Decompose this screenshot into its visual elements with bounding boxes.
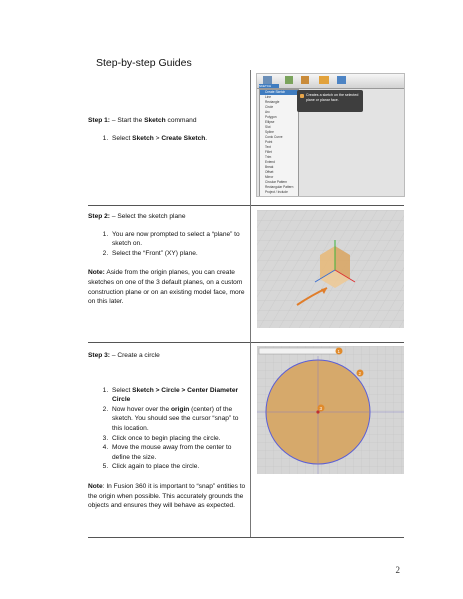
menu-item[interactable]: Offset xyxy=(265,170,274,174)
step2-heading xyxy=(88,212,248,222)
bold: Sketch xyxy=(132,134,154,142)
note-label: Note: xyxy=(88,269,105,277)
sketch-canvas xyxy=(257,346,404,474)
menu-item[interactable]: Circular Pattern xyxy=(265,180,288,184)
step3-heading xyxy=(88,351,248,361)
list-item: 5. Click again to place the circle. xyxy=(110,462,248,472)
list-item: 3. Click once to begin placing the circle. xyxy=(110,434,248,444)
step1-heading-bold: Sketch xyxy=(144,117,166,124)
bold: origin xyxy=(171,405,190,413)
toolbar-icon xyxy=(319,76,329,84)
note-text: : In Fusion 360 it is important to “snap” entities to the origin when possible. This accurately grounds the objects and ensures they will behave as expected. xyxy=(88,482,246,510)
step3-list xyxy=(88,386,248,472)
divider xyxy=(88,205,404,206)
menu-item[interactable]: Spline xyxy=(265,130,274,134)
step2-label: Step 2: xyxy=(88,213,110,220)
list-item xyxy=(110,405,248,434)
step2-list xyxy=(88,230,248,259)
sketch-tab[interactable]: SKETCH xyxy=(259,84,279,88)
page-number: 2 xyxy=(395,565,400,575)
step2-heading-text: – Select the sketch plane xyxy=(109,213,186,220)
step2-note xyxy=(88,268,248,306)
menu-item[interactable]: Ellipse xyxy=(265,120,275,124)
list-item xyxy=(110,386,248,405)
divider xyxy=(88,537,404,538)
step2-screenshot xyxy=(257,210,404,328)
column-divider xyxy=(250,70,251,537)
step1-screenshot xyxy=(256,73,405,197)
page-title: Step-by-step Guides xyxy=(96,57,192,69)
menu-item[interactable]: Create Sketch xyxy=(260,90,298,95)
text: Select xyxy=(112,134,133,142)
text: (center) of the sketch. You should see the cursor “snap” to this location. xyxy=(112,405,239,432)
list-item: 1. You are now prompted to select a “plane” to sketch on. xyxy=(110,230,248,249)
menu-item[interactable]: Break xyxy=(265,165,274,169)
tooltip xyxy=(297,90,363,112)
menu-item[interactable]: Point xyxy=(265,140,273,144)
menu-item[interactable]: Extend xyxy=(265,160,275,164)
badge-label: 2 xyxy=(358,371,362,376)
menu-list xyxy=(260,90,298,195)
menu-item[interactable]: Text xyxy=(265,145,271,149)
divider xyxy=(88,342,404,343)
menu-item[interactable]: Slot xyxy=(265,125,271,129)
step1-text xyxy=(88,116,248,143)
toolbar-icon xyxy=(263,76,272,84)
menu-item[interactable]: Arc xyxy=(265,110,270,114)
step3-note xyxy=(88,482,248,511)
tooltip-icon xyxy=(300,94,304,98)
menu-item[interactable]: Rectangle xyxy=(265,100,280,104)
toolbar xyxy=(257,74,404,89)
bold: Sketch > Circle > Center Diameter Circle xyxy=(112,386,239,404)
text: Now hover over the xyxy=(112,405,172,413)
step1-heading-suffix: command xyxy=(165,117,197,124)
step1-heading xyxy=(88,116,248,126)
step1-heading-text: – Start the xyxy=(109,117,145,124)
sketch-menu xyxy=(259,89,299,197)
text: > xyxy=(153,134,162,142)
menu-item[interactable]: Conic Curve xyxy=(265,135,283,139)
menu-item[interactable]: Circle xyxy=(265,105,274,109)
menu-item[interactable]: Line xyxy=(265,95,272,99)
menu-item[interactable]: Polygon xyxy=(265,115,277,119)
menu-item[interactable]: Fillet xyxy=(265,150,272,154)
toolbar-icon xyxy=(285,76,293,84)
step3-heading-text: – Create a circle xyxy=(109,352,160,359)
text: . xyxy=(205,134,208,142)
note-label: Note xyxy=(88,482,103,490)
bold: Create Sketch xyxy=(161,134,206,142)
list-item: 2. Select the “Front” (XY) plane. xyxy=(110,249,248,259)
menu-item[interactable]: Trim xyxy=(265,155,272,159)
toolbar-icon xyxy=(337,76,346,84)
menu-item[interactable]: Project / Include xyxy=(265,190,288,194)
note-text: Aside from the origin planes, you can create sketches on one of the 3 default planes, on a custom construction plane or on an existing model face, more on this later. xyxy=(88,269,245,306)
menu-item[interactable]: Rectangular Pattern xyxy=(265,185,294,189)
step3-screenshot xyxy=(257,346,404,474)
badge-label: 3 xyxy=(319,406,323,411)
viewport-grid xyxy=(257,210,404,328)
badge-label: 1 xyxy=(337,349,341,354)
tooltip-text: Creates a sketch on the selected plane or planar face. xyxy=(306,93,359,102)
text: Select xyxy=(112,386,133,394)
toolbar-icon xyxy=(301,76,309,84)
list-item xyxy=(110,134,248,144)
step3-label: Step 3: xyxy=(88,352,110,359)
step2-text xyxy=(88,212,248,307)
list-item: 4. Move the mouse away from the center to define the size. xyxy=(110,443,248,462)
step3-text xyxy=(88,351,248,511)
step1-list xyxy=(88,134,248,144)
menu-item[interactable]: Mirror xyxy=(265,175,274,179)
step1-label: Step 1: xyxy=(88,117,110,124)
